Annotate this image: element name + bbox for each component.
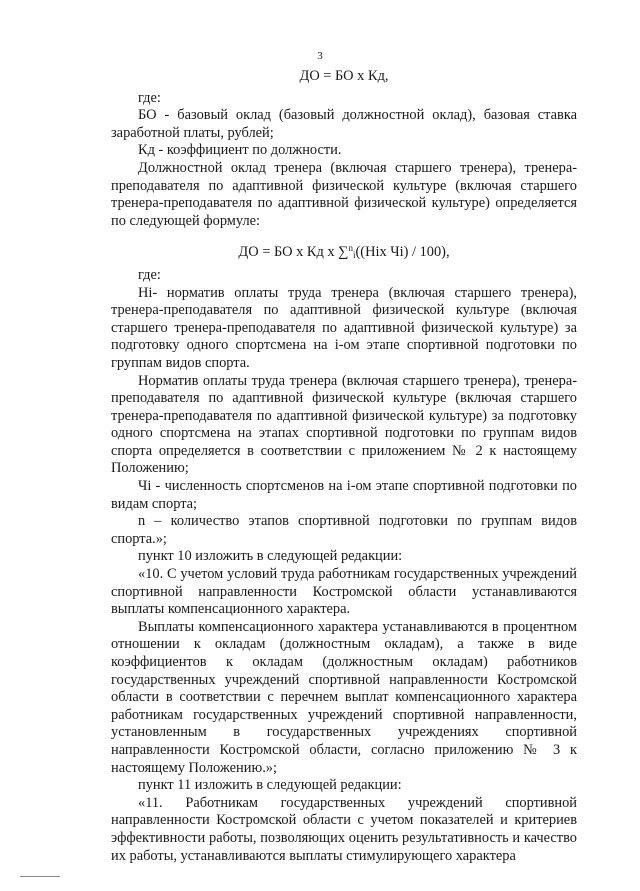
trainer-salary-paragraph: Должностной оклад тренера (включая старшего тренера), тренера-преподавателя по адаптивной физической культуре (включая старшего тренера-преподавателя по адаптивной физической культуре) определяется по следующей формуле: <box>111 159 577 229</box>
where-label-1: где: <box>138 89 161 106</box>
formula-sub: i <box>352 250 356 261</box>
point-11-intro: пункт 11 изложить в следующей редакции: <box>138 777 402 794</box>
formula-do-basic: ДО = БО х Кд, <box>299 68 389 84</box>
chi-definition: Чi - численность спортсменов на i-ом этапе спортивной подготовки по видам спорта; <box>111 478 577 512</box>
point-10-text: «10. С учетом условий труда работникам государственных учреждений спортивной направленности Костромской области устанавливаются выплаты компенсационного характера. <box>111 566 577 618</box>
formula-sup: n <box>348 243 353 254</box>
hi-definition: Hi- норматив оплаты труда тренера (включая старшего тренера), тренера-преподавателя по адаптивной физической культуре (включая старшего тренера-преподавателя по адаптивной физической культуре) за подготовку одного спортсмена на i-ом этапе спортивной подготовки по группам видов спорта. <box>111 284 577 371</box>
formula-part-1: ДО = БО х Кд х ∑ <box>238 244 349 261</box>
point-11-text: «11. Работникам государственных учреждений спортивной направленности Костромской области с учетом показателей и критериев эффективности работы, позволяющих оценить результативность и качество их работы, устанавливаются выплаты стимулирующего характера <box>111 794 577 864</box>
kd-definition: Кд - коэффициент по должности. <box>138 142 342 159</box>
norm-paragraph: Норматив оплаты труда тренера (включая старшего тренера), тренера-преподавателя по адаптивной физической культуре (включая старшего тренера-преподавателя по адаптивной физической культуре) за подготовку одного спортсмена на этапах спортивной подготовки по группам видов спорта определяется в соответствии с приложением № 2 к настоящему Положению; <box>111 372 577 477</box>
formula-part-2: ((Hiх Чi) / 100), <box>355 244 450 261</box>
document-body <box>111 68 577 865</box>
bo-definition: БО - базовый оклад (базовый должностной оклад), базовая ставка заработной платы, рублей; <box>111 107 577 141</box>
page-number: 3 <box>317 50 323 62</box>
formula-do-trainer <box>111 244 577 262</box>
footer-mark <box>20 876 60 877</box>
point-10-intro: пункт 10 изложить в следующей редакции: <box>138 548 403 565</box>
where-label-2: где: <box>138 266 161 283</box>
n-definition: n – количество этапов спортивной подготовки по группам видов спорта.»; <box>111 513 577 547</box>
payments-paragraph: Выплаты компенсационного характера устанавливаются в процентном отношении к окладам (должностным окладам), а также в виде коэффициентов к окладам (должностным окладам) работников государственных учреждений спортивной направленности Костромской области в соответствии с перечнем выплат компенсационного характера работникам государственных учреждений спортивной направленности, установленным в государственных учреждениях спортивной направленности Костромской области, согласно приложению № 3 к настоящему Положению.»; <box>111 618 577 776</box>
